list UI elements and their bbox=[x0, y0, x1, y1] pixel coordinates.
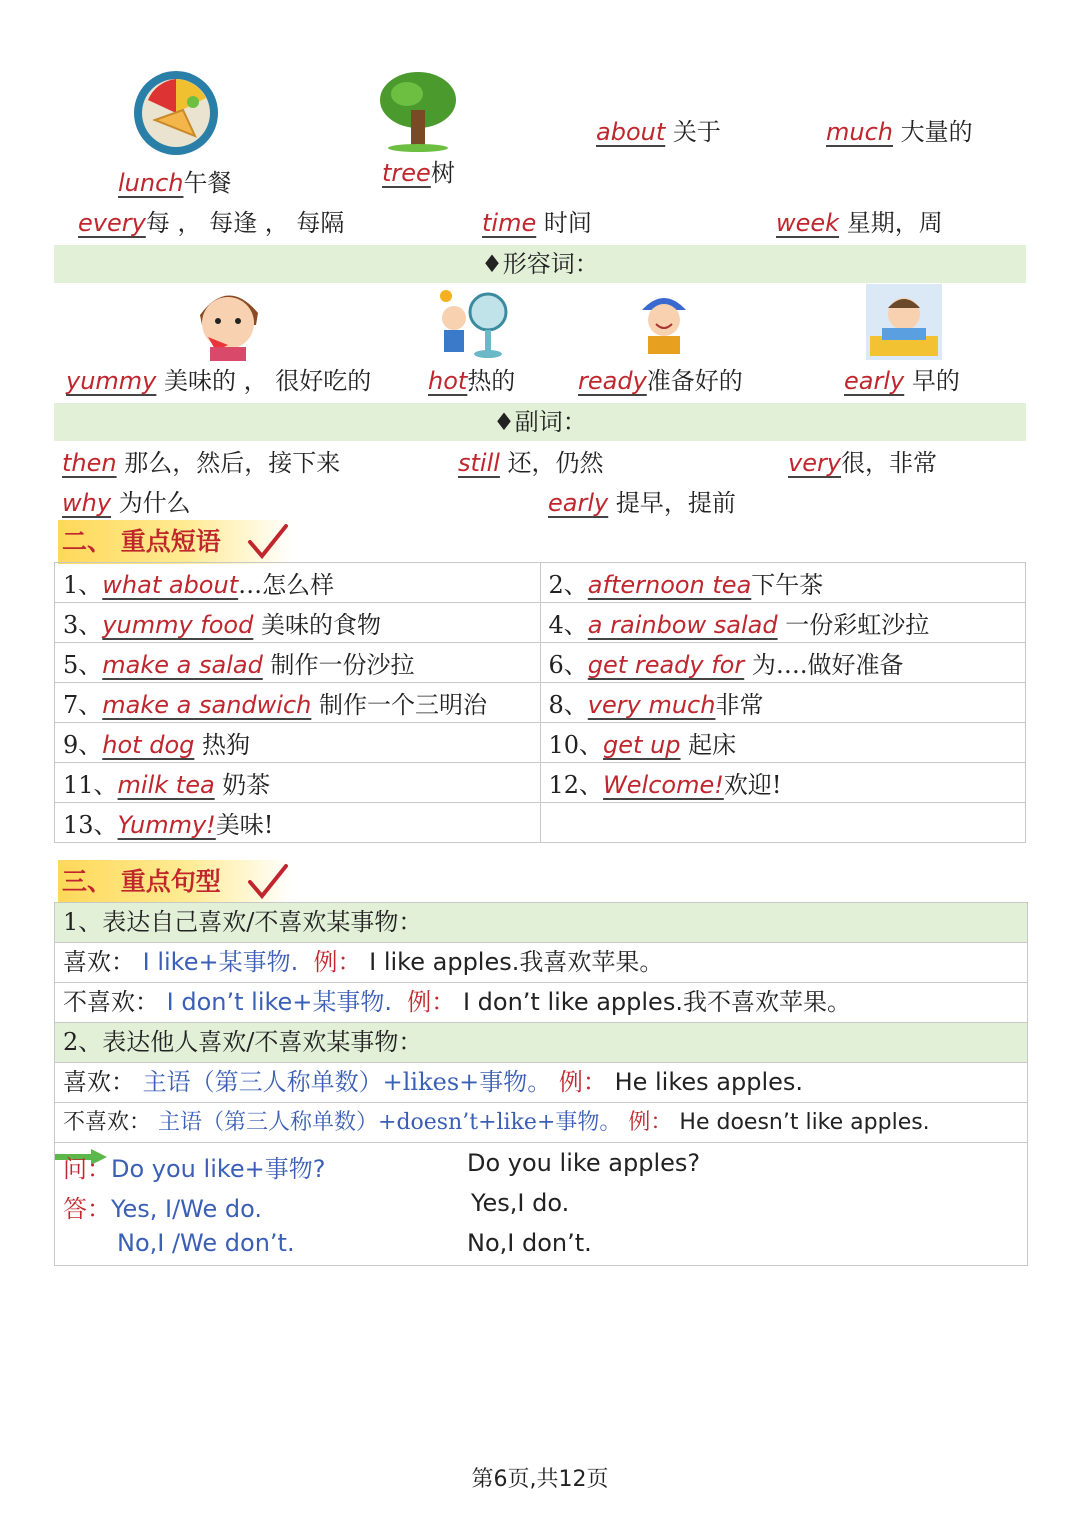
phrase-zh: 制作一份沙拉 bbox=[262, 651, 415, 679]
sentence-row bbox=[55, 1063, 1027, 1103]
phrase-number: 8、 bbox=[548, 691, 588, 719]
word-en: time bbox=[482, 209, 537, 237]
answer-no-example: No,I don’t. bbox=[467, 1229, 592, 1257]
word-en: early bbox=[844, 367, 905, 395]
word-zh: 提早，提前 bbox=[615, 489, 736, 517]
phrase-cell bbox=[55, 723, 541, 763]
word-en: early bbox=[548, 489, 609, 517]
section-title: 2、表达他人喜欢/不喜欢某事物： bbox=[55, 1023, 1027, 1063]
phrases-heading: 二、 重点短语 bbox=[62, 527, 221, 556]
phrase-zh: …怎么样 bbox=[238, 571, 335, 599]
word-zh: 时间 bbox=[543, 209, 592, 237]
phrase-en: yummy food bbox=[102, 611, 254, 639]
phrase-en: very much bbox=[587, 691, 716, 719]
adjectives-heading: ♦形容词： bbox=[54, 245, 1026, 283]
word-en: week bbox=[776, 209, 840, 237]
phrase-en: milk tea bbox=[117, 771, 215, 799]
phrase-cell bbox=[55, 563, 541, 603]
phrase-cell bbox=[540, 643, 1026, 683]
like-label: 喜欢： bbox=[63, 948, 135, 976]
table-row bbox=[55, 803, 1026, 843]
sentences-heading: 三、 重点句型 bbox=[62, 867, 221, 896]
child-ready-image bbox=[636, 290, 692, 356]
phrase-number: 9、 bbox=[63, 731, 103, 759]
phrase-zh: 美味! bbox=[215, 811, 274, 839]
phrase-zh: 欢迎! bbox=[723, 771, 782, 799]
word-en: tree bbox=[382, 159, 431, 187]
phrase-cell bbox=[540, 603, 1026, 643]
lunch-image bbox=[133, 70, 219, 156]
word-zh: 大量的 bbox=[900, 118, 973, 146]
question-answer-block bbox=[55, 1143, 1027, 1265]
like2-pattern: 主语（第三人称单数）+likes+事物。 bbox=[142, 1068, 552, 1096]
phrase-zh: 制作一个三明治 bbox=[311, 691, 487, 719]
sentences-header bbox=[58, 860, 292, 904]
phrase-cell bbox=[540, 803, 1026, 843]
child-eating-image bbox=[188, 285, 268, 361]
tree-image bbox=[377, 70, 459, 152]
word-zh: 还，仍然 bbox=[507, 449, 604, 477]
phrase-cell bbox=[540, 723, 1026, 763]
like-example: I like apples.我喜欢苹果。 bbox=[369, 948, 664, 976]
word-zh: 每 ， 每逢 ， 每隔 bbox=[145, 209, 345, 237]
dislike-pattern: I don’t like+某事物. bbox=[166, 988, 393, 1016]
phrase-cell bbox=[55, 803, 541, 843]
word-zh: 那么，然后，接下来 bbox=[124, 449, 341, 477]
word-zh: 美味的 ， 很好吃的 bbox=[164, 367, 372, 395]
word-zh: 准备好的 bbox=[646, 367, 743, 395]
phrase-zh: 起床 bbox=[680, 731, 737, 759]
word-en: much bbox=[826, 118, 893, 146]
table-row bbox=[55, 563, 1026, 603]
phrase-en: get up bbox=[603, 731, 681, 759]
table-row bbox=[55, 723, 1026, 763]
word-en: ready bbox=[578, 367, 647, 395]
phrase-cell bbox=[540, 683, 1026, 723]
phrase-en: what about bbox=[102, 571, 239, 599]
phrases-table bbox=[54, 562, 1026, 843]
phrase-en: afternoon tea bbox=[587, 571, 752, 599]
phrase-number: 10、 bbox=[548, 731, 604, 759]
phrase-number: 11、 bbox=[63, 771, 118, 799]
example-label: 例： bbox=[407, 988, 456, 1016]
phrase-number: 1、 bbox=[63, 571, 103, 599]
section-title: 1、表达自己喜欢/不喜欢某事物： bbox=[55, 903, 1027, 943]
phrase-zh: 非常 bbox=[715, 691, 764, 719]
sentences-table bbox=[54, 902, 1028, 1266]
question-example: Do you like apples? bbox=[467, 1149, 701, 1177]
word-zh: 很，非常 bbox=[841, 449, 938, 477]
checkmark-icon bbox=[246, 862, 290, 902]
phrase-en: hot dog bbox=[102, 731, 195, 759]
like-pattern: I like+某事物. bbox=[142, 948, 299, 976]
word-en: still bbox=[458, 449, 500, 477]
dislike2-example: He doesn’t like apples. bbox=[679, 1110, 930, 1135]
phrase-zh: 热狗 bbox=[194, 731, 251, 759]
word-zh: 早的 bbox=[911, 367, 960, 395]
phrase-cell bbox=[55, 603, 541, 643]
phrase-number: 7、 bbox=[63, 691, 103, 719]
phrase-cell bbox=[55, 683, 541, 723]
example-label: 例： bbox=[558, 1068, 607, 1096]
phrase-number: 2、 bbox=[548, 571, 588, 599]
phrase-zh: 一份彩虹沙拉 bbox=[777, 611, 930, 639]
answer-label: 答： bbox=[63, 1195, 111, 1223]
table-row bbox=[55, 603, 1026, 643]
word-en: yummy bbox=[66, 367, 157, 395]
dislike2-pattern: 主语（第三人称单数）+doesn’t+like+事物。 bbox=[158, 1110, 622, 1135]
word-en: every bbox=[78, 209, 146, 237]
phrase-number: 3、 bbox=[63, 611, 103, 639]
phrase-cell bbox=[55, 763, 541, 803]
example-label: 例： bbox=[628, 1110, 673, 1135]
phrase-number: 6、 bbox=[548, 651, 588, 679]
phrase-en: get ready for bbox=[587, 651, 745, 679]
word-zh: 星期，周 bbox=[846, 209, 943, 237]
phrase-en: make a sandwich bbox=[102, 691, 312, 719]
word-zh: 关于 bbox=[672, 118, 721, 146]
phrase-en: a rainbow salad bbox=[587, 611, 778, 639]
phrase-number: 5、 bbox=[63, 651, 103, 679]
question-label: 问： bbox=[63, 1155, 111, 1183]
phrase-cell bbox=[540, 763, 1026, 803]
like-label: 喜欢： bbox=[63, 1068, 135, 1096]
phrase-zh: 奶茶 bbox=[214, 771, 271, 799]
child-fan-image bbox=[434, 288, 508, 360]
word-zh: 午餐 bbox=[183, 169, 232, 197]
word-zh: 为什么 bbox=[118, 489, 191, 517]
phrase-number: 4、 bbox=[548, 611, 588, 639]
question-pattern: Do you like+事物? bbox=[111, 1155, 326, 1183]
word-en: lunch bbox=[118, 169, 184, 197]
checkmark-icon bbox=[246, 522, 290, 562]
word-en: why bbox=[62, 489, 112, 517]
example-label: 例： bbox=[313, 948, 362, 976]
answer-yes: Yes, I/We do. bbox=[111, 1195, 263, 1223]
adverbs-heading: ♦副词： bbox=[54, 403, 1026, 441]
phrase-zh: 为….做好准备 bbox=[744, 651, 904, 679]
dislike-label: 不喜欢： bbox=[63, 988, 159, 1016]
word-zh: 树 bbox=[430, 159, 455, 187]
table-row bbox=[55, 763, 1026, 803]
word-en: then bbox=[62, 449, 117, 477]
phrase-zh: 下午茶 bbox=[751, 571, 824, 599]
phrase-number: 12、 bbox=[548, 771, 604, 799]
table-row bbox=[55, 683, 1026, 723]
phrases-header bbox=[58, 520, 292, 564]
child-waking-image bbox=[866, 284, 942, 360]
sentence-row bbox=[55, 943, 1027, 983]
phrase-cell bbox=[540, 563, 1026, 603]
phrase-en: Yummy! bbox=[117, 811, 216, 839]
page-number: 第6页,共12页 bbox=[471, 1467, 609, 1492]
phrase-cell bbox=[55, 643, 541, 683]
answer-no: No,I /We don’t. bbox=[117, 1229, 295, 1257]
word-en: very bbox=[788, 449, 842, 477]
sentence-row bbox=[55, 1103, 1027, 1143]
dislike-label: 不喜欢： bbox=[63, 1110, 152, 1135]
phrase-number: 13、 bbox=[63, 811, 118, 839]
word-zh: 热的 bbox=[467, 367, 516, 395]
word-en: about bbox=[596, 118, 666, 146]
phrase-zh: 美味的食物 bbox=[253, 611, 381, 639]
table-row bbox=[55, 643, 1026, 683]
word-en: hot bbox=[428, 367, 468, 395]
phrase-en: Welcome! bbox=[603, 771, 724, 799]
phrase-en: make a salad bbox=[102, 651, 263, 679]
answer-yes-example: Yes,I do. bbox=[471, 1189, 570, 1217]
dislike-example: I don’t like apples.我不喜欢苹果。 bbox=[462, 988, 851, 1016]
sentence-row bbox=[55, 983, 1027, 1023]
like2-example: He likes apples. bbox=[614, 1068, 804, 1096]
